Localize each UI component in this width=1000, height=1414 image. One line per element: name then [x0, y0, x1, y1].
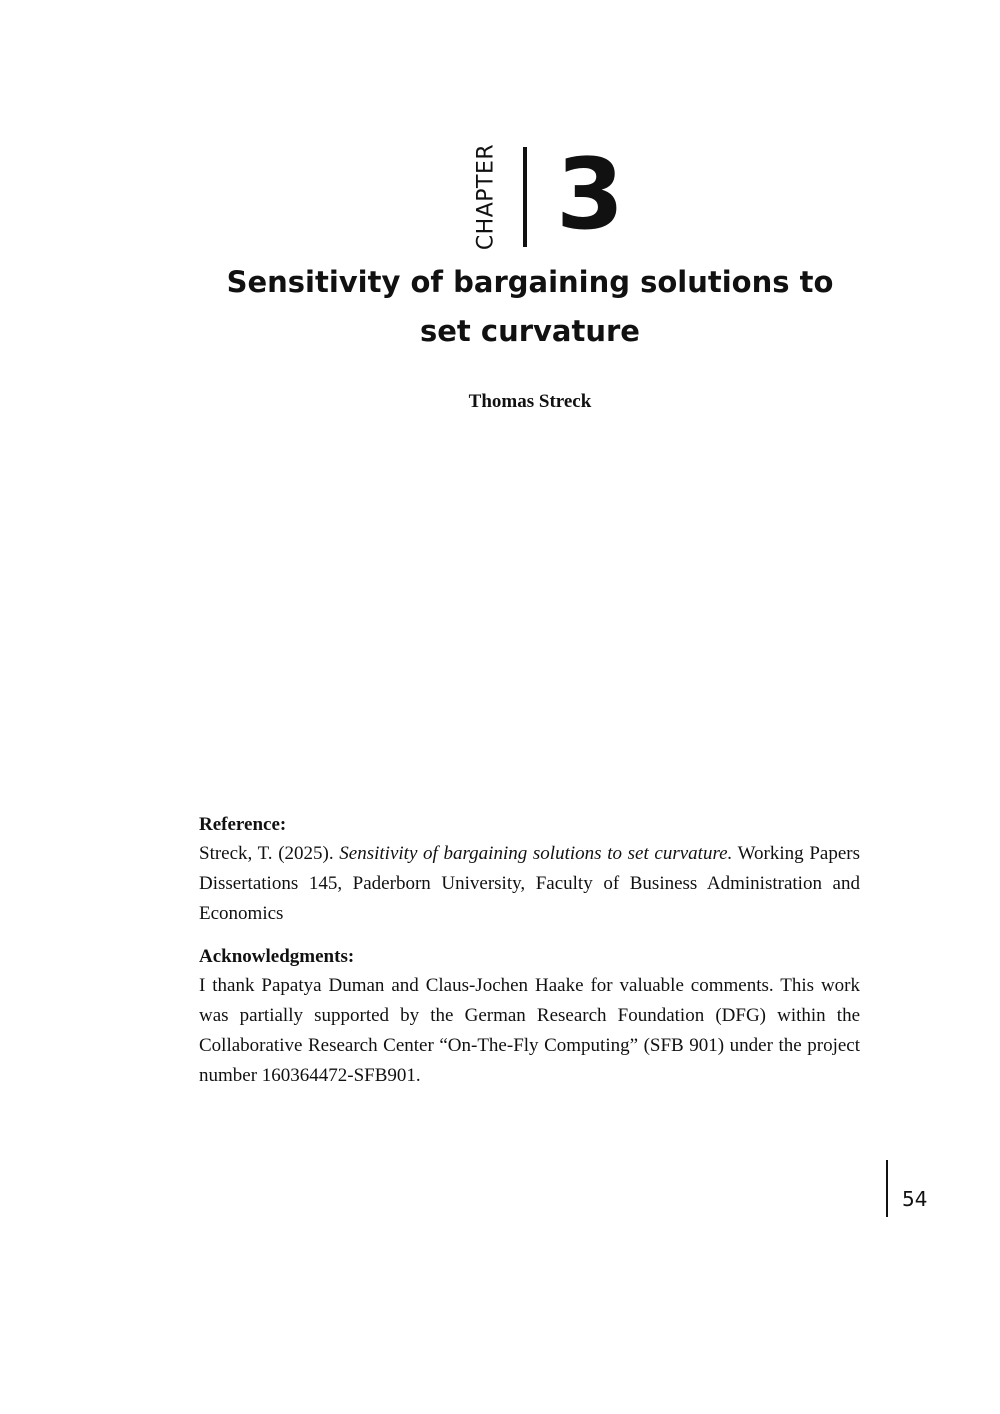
citation-rest: Working Papers Dissertations 145, Paderborn University, Faculty of Business Administration and Economics [199, 843, 860, 924]
reference-citation [199, 839, 860, 929]
reference-section [199, 811, 860, 929]
acknowledgments-section [199, 943, 860, 1091]
chapter-divider [523, 147, 527, 247]
page-number: 54 [902, 1187, 928, 1211]
reference-heading: Reference: [199, 814, 287, 835]
chapter-label: CHAPTER [473, 143, 499, 251]
acknowledgments-heading: Acknowledgments: [199, 946, 355, 967]
citation-title: Sensitivity of bargaining solutions to set curvature. [339, 843, 733, 864]
author-name: Thomas Streck [468, 391, 592, 412]
chapter-number: 3 [556, 138, 625, 252]
citation-lead: Streck, T. (2025). [199, 843, 340, 864]
page-number-divider [886, 1160, 888, 1217]
acknowledgments-text: I thank Papatya Duman and Claus-Jochen Haake for valuable comments. This work was partially supported by the German Research Foundation (DFG) within the Collaborative Research Center “On-The-Fly Computing” (SFB 901) under the project number 160364472-SFB901. [199, 975, 860, 1086]
chapter-title: Sensitivity of bargaining solutions to set curvature [226, 265, 834, 348]
